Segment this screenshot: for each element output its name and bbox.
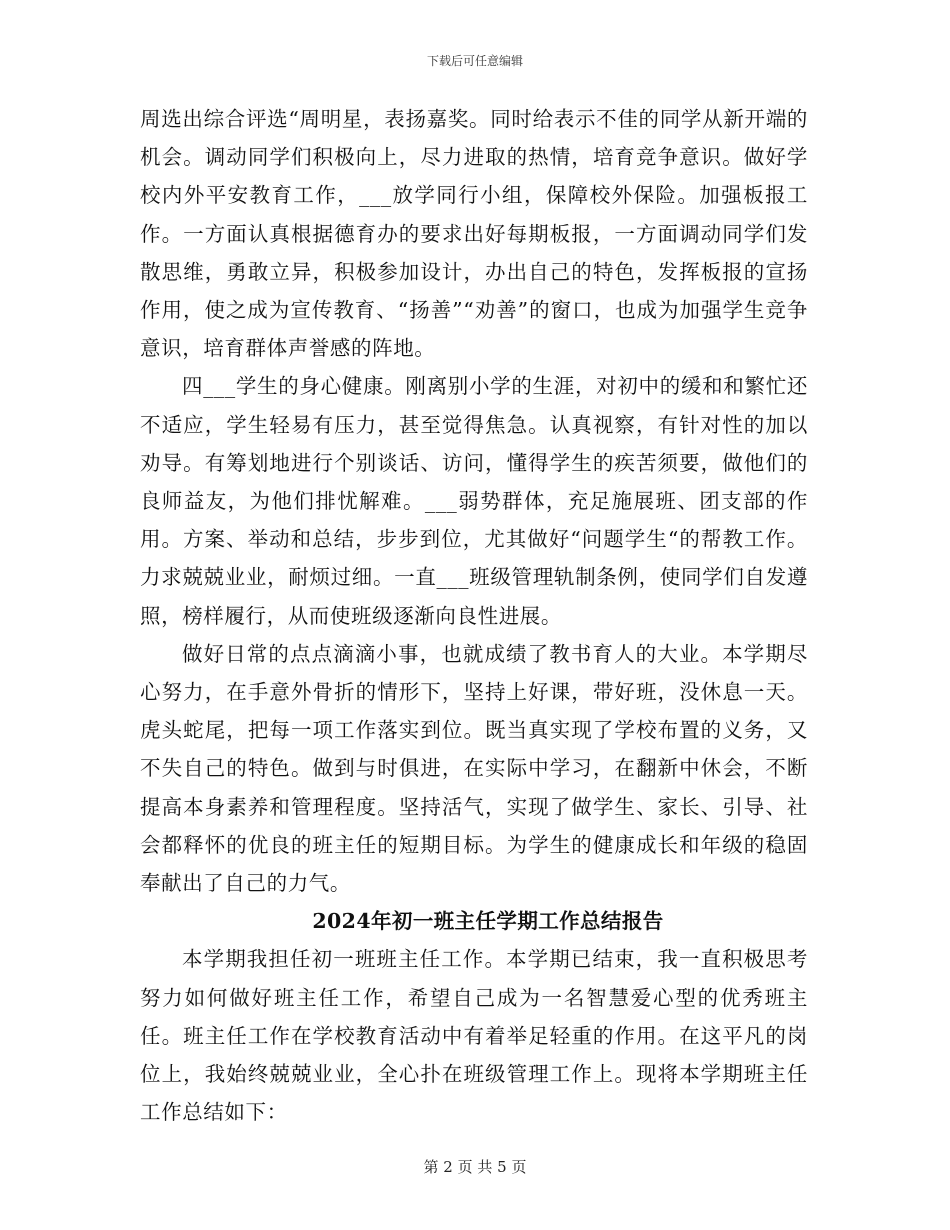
paragraph-section-intro: 本学期我担任初一班班主任工作。本学期已结束，我一直积极思考努力如何做好班主任工作，希望自己成为一名智慧爱心型的优秀班主任。班主任工作在学校教育活动中有着举足轻重的作用。在这平凡的岗位上，我始终兢兢业业，全心扑在班级管理工作上。现将本学期班主任工作总结如下：: [140, 947, 808, 1125]
document-body: [140, 100, 808, 1131]
page-header: 下载后可任意编辑: [426, 54, 523, 68]
paragraph-student-health: 四___学生的身心健康。刚离别小学的生涯，对初中的缓和和繁忙还不适应，学生轻易有压力，甚至觉得焦急。认真视察，有针对性的加以劝导。有筹划地进行个别谈话、访问，懂得学生的疾苦须要，做他们的良师益友，为他们排忧解难。___弱势群体，充足施展班、团支部的作用。方案、举动和总结，步步到位，尤其做好“问题学生“的帮教工作。力求兢兢业业，耐烦过细。一直___班级管理轨制条例，使同学们自发遵照，榜样履行，从而使班级逐渐向良性进展。: [140, 374, 808, 628]
page-number: 第 2 页 共 5 页: [423, 1158, 527, 1176]
paragraph-daily-work: 做好日常的点点滴滴小事，也就成绩了教书育人的大业。本学期尽心努力，在手意外骨折的情形下，坚持上好课，带好班，没休息一天。虎头蛇尾，把每一项工作落实到位。既当真实现了学校布置的义务，又不失自己的特色。做到与时俱进，在实际中学习，在翻新中休会，不断提高本身素养和管理程度。坚持活气，实现了做学生、家长、引导、社会都释怀的优良的班主任的短期目标。为学生的健康成长和年级的稳固奉献出了自己的力气。: [140, 641, 808, 896]
section-title: 2024年初一班主任学期工作总结报告: [312, 909, 664, 934]
paragraph-continuation: 周选出综合评选“周明星，表扬嘉奖。同时给表示不佳的同学从新开端的机会。调动同学们积极向上，尽力进取的热情，培育竞争意识。做好学校内外平安教育工作，___放学同行小组，保障校外保险。加强板报工作。一方面认真根据德育办的要求出好每期板报，一方面调动同学们发散思维，勇敢立异，积极参加设计，办出自己的特色，发挥板报的宣扬作用，使之成为宣传教育、“扬善”“劝善”的窗口，也成为加强学生竞争意识，培育群体声誉感的阵地。: [140, 107, 808, 361]
